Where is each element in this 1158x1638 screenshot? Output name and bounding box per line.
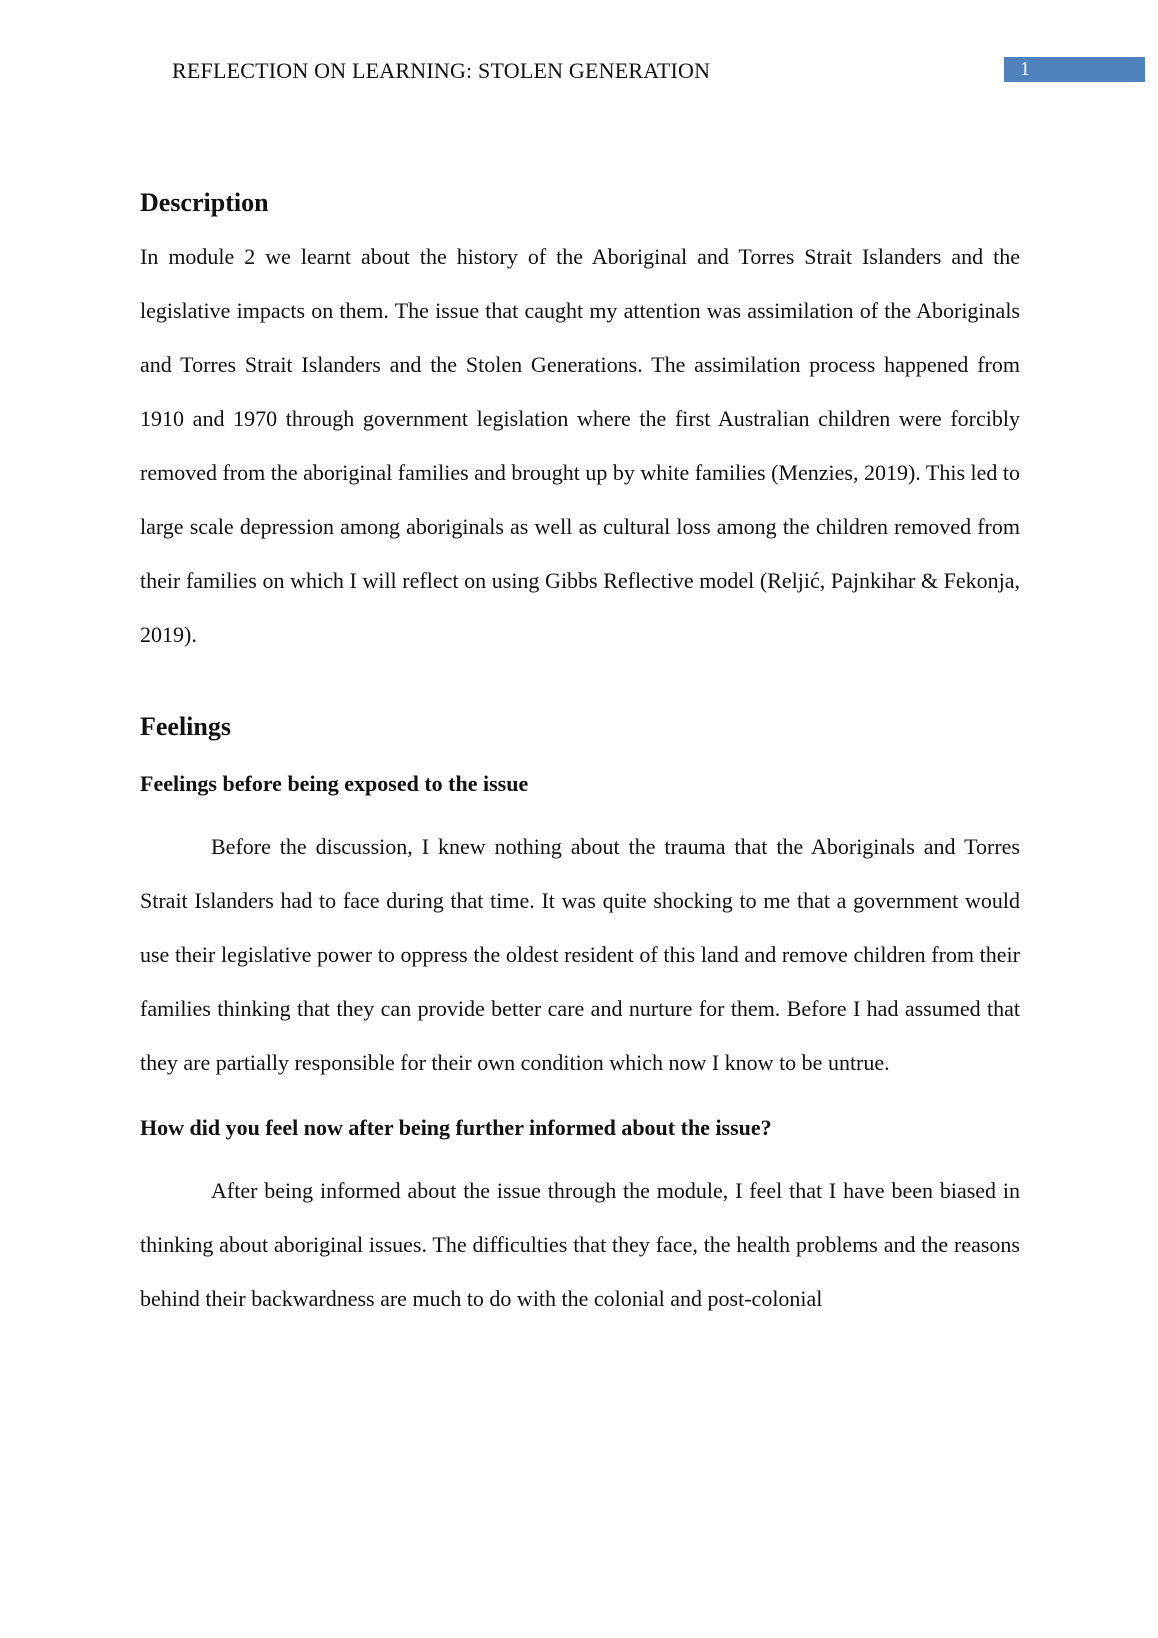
document-body [140,184,1020,1326]
feelings-before-subheading: Feelings before being exposed to the issue [140,771,529,796]
feelings-before-paragraph: Before the discussion, I knew nothing about the trauma that the Aboriginals and Torres Strait Islanders had to face during that time. It was quite shocking to me that a government would use their legislative power to oppress the oldest resident of this land and remove children from their families thinking that they can provide better care and nurture for them. Before I had assumed that they are partially responsible for their own condition which now I know to be untrue. [140,834,1020,1075]
feelings-heading: Feelings [140,712,231,741]
description-paragraph: In module 2 we learnt about the history of the Aboriginal and Torres Strait Islanders and the legislative impacts on them. The issue that caught my attention was assimilation of the Aboriginals and Torres Strait Islanders and the Stolen Generations. The assimilation process happened from 1910 and 1970 through government legislation where the first Australian children were forcibly removed from the aboriginal families and brought up by white families (Menzies, 2019). This led to large scale depression among aboriginals as well as cultural loss among the children removed from their families on which I will reflect on using Gibbs Reflective model (Reljić, Pajnkihar & Fekonja, 2019). [140,244,1020,647]
page-number-badge: 1 [1004,57,1145,82]
feelings-after-paragraph: After being informed about the issue through the module, I feel that I have been biased in thinking about aboriginal issues. The difficulties that they face, the health problems and the reasons behind their backwardness are much to do with the colonial and post-colonial [140,1178,1020,1311]
running-header-title: REFLECTION ON LEARNING: STOLEN GENERATION [172,58,711,83]
description-heading: Description [140,188,269,217]
feelings-after-subheading: How did you feel now after being further informed about the issue? [140,1115,772,1140]
